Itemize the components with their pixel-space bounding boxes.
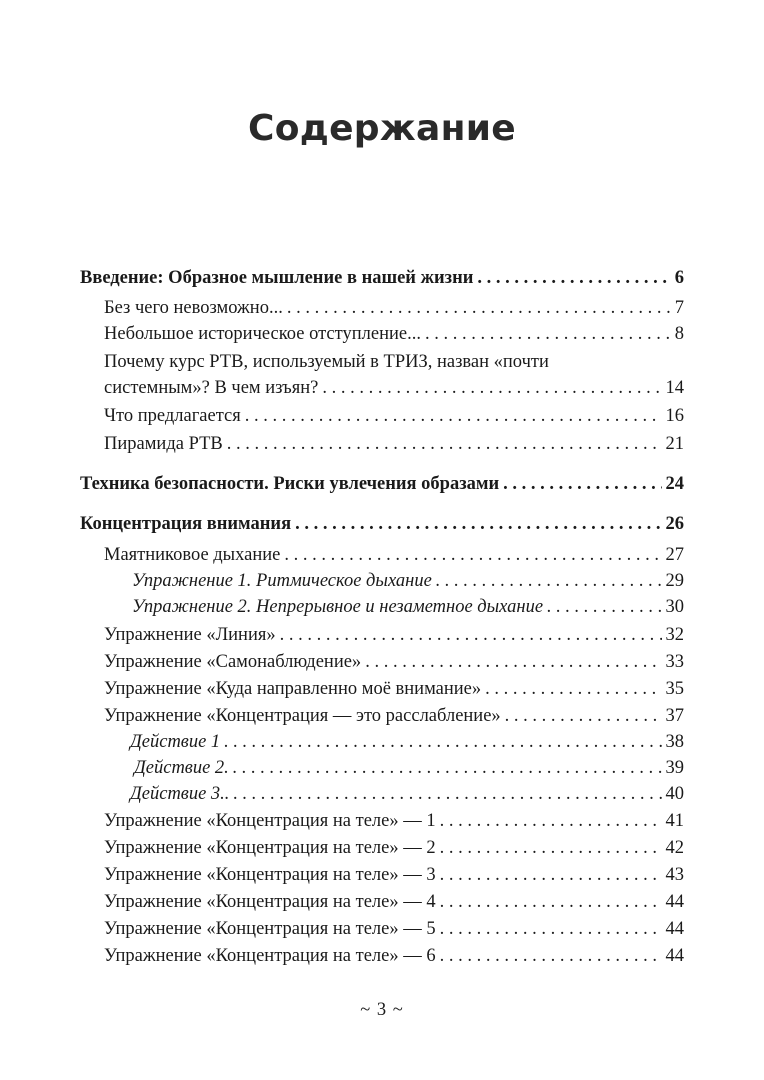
toc-entry: [104, 296, 684, 320]
toc-entry: [80, 512, 684, 536]
toc-entry-page: 8: [674, 324, 684, 344]
toc-entry-title: Упражнение «Куда направленно моё внимание»: [104, 679, 482, 699]
page-number: ~ 3 ~: [360, 1000, 404, 1020]
toc-entry-page: 24: [665, 474, 684, 494]
dot-leader: [322, 376, 661, 400]
toc-entry: [80, 472, 684, 496]
toc-entry: [132, 595, 684, 619]
toc-entry-page: 14: [665, 378, 684, 398]
toc-entry-title: Маятниковое дыхание: [104, 545, 281, 565]
toc-entry-page: 44: [665, 892, 684, 912]
dot-leader: [503, 472, 661, 496]
dot-leader: [440, 890, 662, 914]
toc-entry-title: Что предлагается: [104, 406, 241, 426]
toc-entry-title: Концентрация внимания: [80, 514, 292, 534]
dot-leader: [440, 917, 662, 941]
toc-entry-title: Упражнение «Концентрация на теле» — 5: [104, 919, 436, 939]
dot-leader: [227, 432, 662, 456]
dot-leader: [440, 809, 662, 833]
toc-entry-page: 27: [665, 545, 684, 565]
toc-entry-page: 40: [665, 784, 684, 804]
toc-entry-page: 39: [665, 758, 684, 778]
dot-leader: [233, 756, 662, 780]
toc-entry-page: 29: [665, 571, 684, 591]
toc-entry-page: 42: [665, 838, 684, 858]
toc-entry: [104, 677, 684, 701]
dot-leader: [295, 512, 661, 536]
toc-entry-title: Упражнение «Концентрация на теле» — 3: [104, 865, 436, 885]
toc-entry-page: 7: [674, 298, 684, 318]
toc-entry-page: 38: [665, 732, 684, 752]
toc-entry-title: Небольшое историческое отступление...: [104, 324, 421, 344]
dot-leader: [284, 543, 661, 567]
toc-entry-page: 16: [665, 406, 684, 426]
page-title: Содержание: [247, 108, 517, 149]
toc-entry-page: 35: [665, 679, 684, 699]
toc-entry-title: Введение: Образное мышление в нашей жизни: [80, 268, 474, 288]
toc-entry-page: 41: [665, 811, 684, 831]
toc-entry-title: Упражнение «Концентрация на теле» — 1: [104, 811, 436, 831]
dot-leader: [436, 569, 662, 593]
toc-entry-page: 32: [665, 625, 684, 645]
toc-entry: [104, 890, 684, 914]
toc-entry-title: Действие 2.: [134, 758, 229, 778]
toc-entry: [104, 944, 684, 968]
toc-entry-page: 6: [674, 268, 684, 288]
toc-entry: [104, 432, 684, 456]
toc-entry: [104, 836, 684, 860]
toc-entry-title: Упражнение «Линия»: [104, 625, 276, 645]
toc-entry-page: 33: [665, 652, 684, 672]
dot-leader: [280, 623, 662, 647]
dot-leader: [440, 944, 662, 968]
toc-entry: [104, 917, 684, 941]
dot-leader: [547, 595, 661, 619]
toc-entry-title: Упражнение «Концентрация — это расслабление»: [104, 706, 501, 726]
toc-entry: [130, 782, 684, 806]
toc-entry: [104, 543, 684, 567]
toc-entry: [104, 623, 684, 647]
toc-entry: [104, 404, 684, 428]
toc-entry-title: Упражнение 1. Ритмическое дыхание: [132, 571, 432, 591]
toc-entry-title: Действие 1: [130, 732, 221, 752]
toc-entry: [80, 266, 684, 290]
toc-entry: [104, 376, 684, 400]
toc-entry-title: Упражнение «Самонаблюдение»: [104, 652, 362, 672]
toc-entry-page: 37: [665, 706, 684, 726]
dot-leader: [440, 863, 662, 887]
toc-entry: [104, 863, 684, 887]
toc-entry-title: Без чего невозможно...: [104, 298, 283, 318]
dot-leader: [365, 650, 661, 674]
dot-leader: [233, 782, 661, 806]
toc-entry-title: Техника безопасности. Риски увлечения образами: [80, 474, 500, 494]
dot-leader: [477, 266, 670, 290]
toc-entry-title: Пирамида РТВ: [104, 434, 223, 454]
toc-entry-page: 21: [665, 434, 684, 454]
dot-leader: [224, 730, 661, 754]
toc-entry-title-line1: Почему курс РТВ, используемый в ТРИЗ, назван «почти: [104, 352, 549, 372]
toc-entry: [132, 569, 684, 593]
toc-entry-page: 26: [665, 514, 684, 534]
toc-entry: [104, 650, 684, 674]
toc-entry-title: Упражнение 2. Непрерывное и незаметное дыхание: [132, 597, 544, 617]
dot-leader: [505, 704, 662, 728]
dot-leader: [425, 322, 671, 346]
toc-entry-page: 44: [665, 946, 684, 966]
toc-entry-page: 30: [665, 597, 684, 617]
toc-entry-title: Упражнение «Концентрация на теле» — 2: [104, 838, 436, 858]
toc-entry: [130, 730, 684, 754]
dot-leader: [485, 677, 661, 701]
dot-leader: [440, 836, 662, 860]
toc-entry: [104, 809, 684, 833]
toc-entry-title: Упражнение «Концентрация на теле» — 4: [104, 892, 436, 912]
toc-entry: [104, 322, 684, 346]
toc-entry-title: Упражнение «Концентрация на теле» — 6: [104, 946, 436, 966]
toc-entry: [134, 756, 684, 780]
toc-entry-page: 44: [665, 919, 684, 939]
toc-entry-title: системным»? В чем изъян?: [104, 378, 319, 398]
dot-leader: [245, 404, 662, 428]
toc-entry: [104, 704, 684, 728]
toc-entry-title: Действие 3..: [130, 784, 230, 804]
dot-leader: [287, 296, 671, 320]
toc-entry-page: 43: [665, 865, 684, 885]
